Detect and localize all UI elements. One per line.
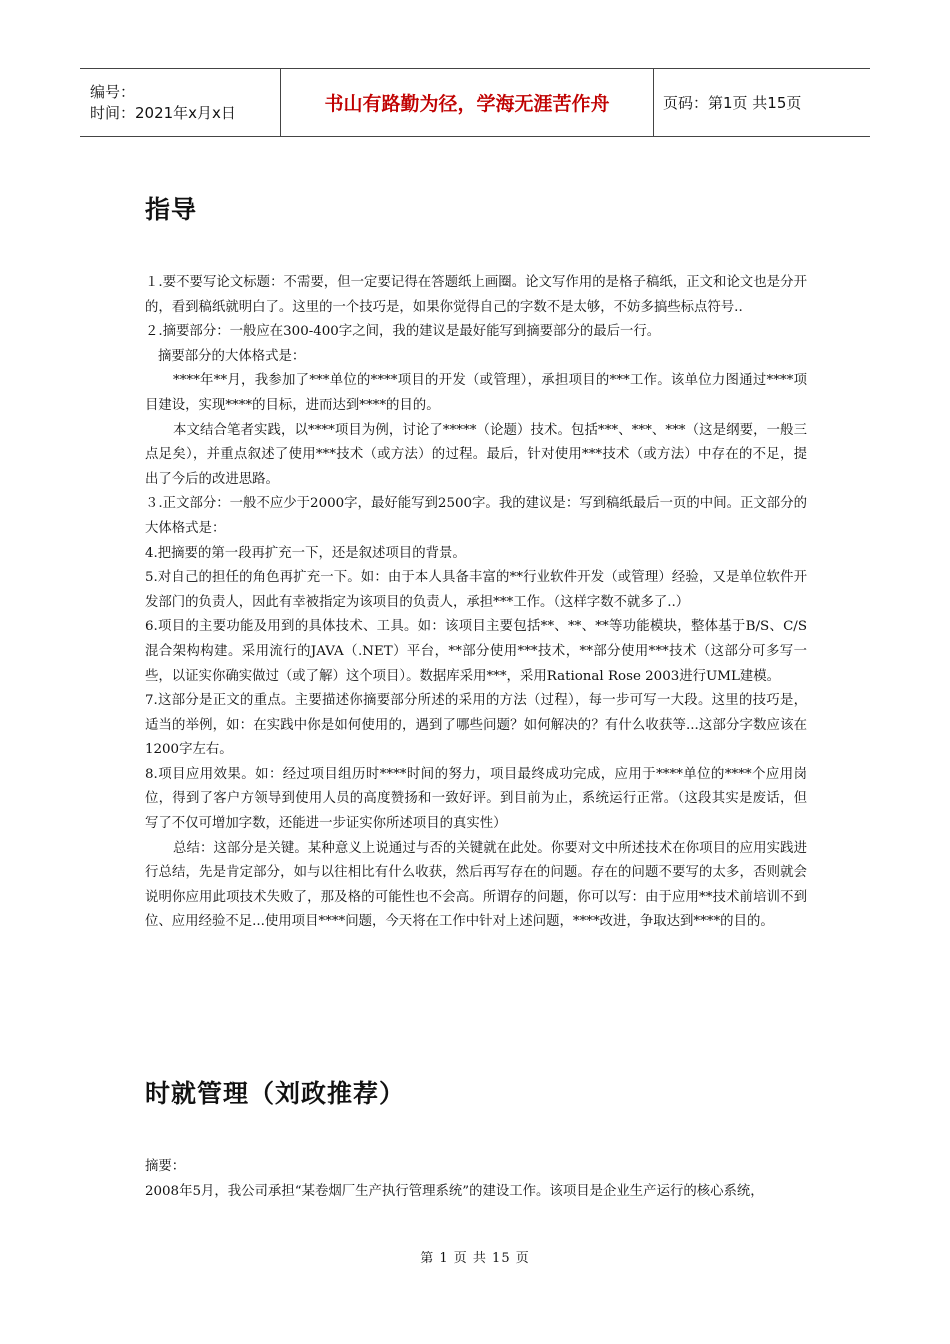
paragraph: 5.对自己的担任的角色再扩充一下。如：由于本人具备丰富的**行业软件开发（或管理）经验，又是单位软件开发部门的负责人，因此有幸被指定为该项目的负责人，承担***工作。（这样字数不就多了..）	[145, 570, 807, 610]
section-body-time-management	[145, 1155, 807, 1204]
paragraph: ****年**月，我参加了***单位的****项目的开发（或管理），承担项目的***工作。该单位力图通过****项目建设，实现****的目标，进而达到****的目的。	[145, 373, 807, 413]
section-title-time-management: 时就管理（刘政推荐）	[145, 1079, 406, 1108]
paragraph: 摘要：	[145, 1159, 186, 1174]
document-number-label: 编号：	[90, 82, 136, 101]
paragraph: 2008年5月，我公司承担“某卷烟厂生产执行管理系统”的建设工作。该项目是企业生产运行的核心系统，	[145, 1183, 764, 1199]
paragraph: 8.项目应用效果。如：经过项目组历时****时间的努力，项目最终成功完成，应用于****单位的****个应用岗位，得到了客户方领导到使用人员的高度赞扬和一致好评。到目前为止，系统运行正常。（这段其实是废话，但写了不仅可增加字数，还能进一步证实你所述项目的真实性）	[145, 766, 807, 832]
paragraph: 本文结合笔者实践，以****项目为例，讨论了*****（论题）技术。包括***、***、***（这是纲要，一般三点足矣），并重点叙述了使用***技术（或方法）的过程。最后，针对使用***技术（或方法）中存在的不足，提出了今后的改进思路。	[145, 422, 807, 487]
paragraph: 4.把摘要的第一段再扩充一下，还是叙述项目的背景。	[145, 545, 466, 561]
paragraph: 7.这部分是正文的重点。主要描述你摘要部分所述的采用的方法（过程），每一步可写一大段。这里的技巧是，适当的举例，如：在实践中你是如何使用的，遇到了哪些问题？如何解决的？有什么收获等...这部分字数应该在1200字左右。	[145, 693, 807, 758]
page-footer: 第 1 页 共 15 页	[420, 1251, 530, 1266]
document-time-label: 时间：2021年x月x日	[90, 103, 236, 122]
section-title-guide: 指导	[145, 195, 198, 224]
paragraph: ２.摘要部分：一般应在300-400字之间，我的建议是最好能写到摘要部分的最后一行。	[145, 324, 661, 340]
paragraph: ３.正文部分：一般不应少于2000字，最好能写到2500字。我的建议是：写到稿纸最后一页的中间。正文部分的大体格式是：	[145, 496, 807, 536]
section-body-guide	[145, 271, 807, 935]
paragraph: 6.项目的主要功能及用到的具体技术、工具。如：该项目主要包括**、**、**等功能模块，整体基于B/S、C/S混合架构构建。采用流行的JAVA（.NET）平台，**部分使用***技术，**部分使用***技术（这部分可多写一些，以证实你确实做过（或了解）这个项目）。数据库采用***，采用Rational Rose 2003进行UML建模。	[145, 619, 807, 684]
header-info	[80, 69, 281, 136]
header-page-number: 页码：第1页 共15页	[663, 94, 802, 112]
header-motto: 书山有路勤为径，学海无涯苦作舟	[281, 69, 654, 136]
paragraph: 总结：这部分是关键。某种意义上说通过与否的关键就在此处。你要对文中所述技术在你项目的应用实践进行总结，先是肯定部分，如与以往相比有什么收获，然后再写存在的问题。存在的问题不要写的太多，否则就会说明你应用此项技术失败了，那及格的可能性也不会高。所谓存的问题，你可以写：由于应用**技术前培训不到位、应用经验不足...使用项目****问题，今天将在工作中针对上述问题，****改进，争取达到****的目的。	[145, 840, 807, 930]
page-header	[80, 68, 870, 137]
paragraph: １.要不要写论文标题：不需要，但一定要记得在答题纸上画圈。论文写作用的是格子稿纸，正文和论文也是分开的，看到稿纸就明白了。这里的一个技巧是，如果你觉得自己的字数不是太够，不妨多搞些标点符号..	[145, 275, 807, 315]
paragraph: 摘要部分的大体格式是：	[158, 348, 306, 364]
